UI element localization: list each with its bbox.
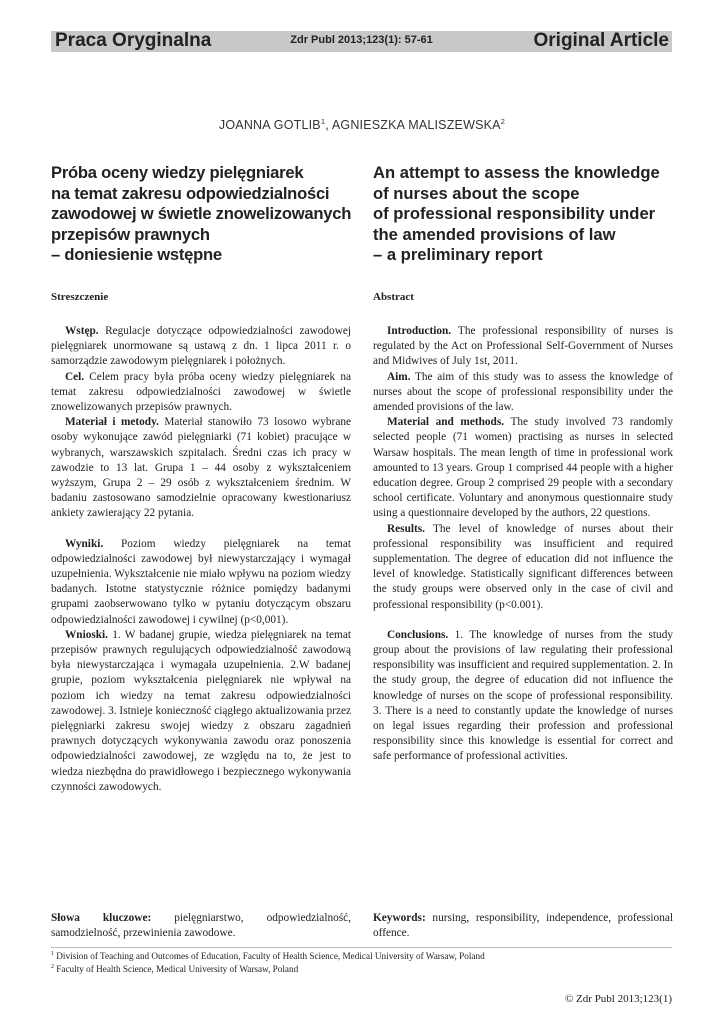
- paragraph-label: Materiał i metody.: [65, 416, 159, 429]
- paragraph-text: The level of knowledge of nurses about their professional responsibility was insufficient and required supplementation. The degree of education did not influence the level of knowledge. Statistically significant differences between the study groups were observed only in the case of civil and professional responsibility (p<0.001).: [373, 522, 673, 611]
- footnote-text: Division of Teaching and Outcomes of Education, Faculty of Health Science, Medical University of Warsaw, Poland: [54, 951, 485, 962]
- title-line: zawodowej w świetle znowelizowanych: [51, 204, 352, 223]
- abstract-heading-en: Abstract: [373, 291, 414, 303]
- abstract-paragraph-aim: [373, 370, 673, 416]
- copyright-notice: © Zdr Publ 2013;123(1): [564, 993, 672, 1005]
- author-list: [0, 117, 724, 132]
- author-name: JOANNA GOTLIB: [218, 118, 321, 133]
- paragraph-label: Results.: [387, 522, 425, 535]
- title-line: Próba oceny wiedzy pielęgniarek: [51, 163, 304, 182]
- header-section-label-en: Original Article: [533, 30, 669, 51]
- article-title-en: [373, 163, 677, 266]
- paragraph-text: The aim of this study was to assess the knowledge of nurses about the scope of professional responsibility under the amended provisions of the law.: [373, 370, 673, 414]
- title-line: – doniesienie wstępne: [51, 245, 222, 264]
- abstract-heading-pl: Streszczenie: [51, 291, 109, 303]
- paragraph-text: 1. W badanej grupie, wiedza pielęgniarek na temat przepisów prawnych regulujących odpowiedzialność zawodową była niewystarczająca i wymagała uzupełnienia. 2.W badanej grupie, poziom wykształcenia pielęgniarek nie wpływał na poziom ich wiedzy na temat zakresu odpowiedzialności zawodowej. 3. Istnieje konieczność ciągłego aktualizowania przez pielęgniarki zakresu swojej wiedzy z obszaru zagadnień prawnych dotyczących wykonywania zawodu oraz ponoszenia odpowiedzialności zawodowej, ze względu na to, że jest to wiedza niezbędna do prawidłowego i bezpiecznego wykonywania czynności zawodowych.: [51, 628, 351, 793]
- author-affiliation-mark: 1: [320, 117, 326, 126]
- abstract-paragraph-conclusions: [51, 628, 351, 795]
- title-line: the amended provisions of law: [373, 224, 616, 244]
- abstract-paragraph-conclusions: [373, 628, 673, 765]
- footnote-divider: [51, 947, 672, 948]
- keywords-en: [373, 911, 673, 942]
- footnote-affiliation-1: [51, 951, 485, 961]
- paragraph-text: The professional responsibility of nurses is regulated by the Act on Professional Self-Government of Nurses and Midwives of July 1st, 2011.: [373, 325, 673, 368]
- abstract-paragraph-aim: [51, 370, 351, 416]
- paragraph-label: Cel.: [65, 370, 85, 383]
- footnote-affiliation-2: [51, 964, 298, 974]
- header-section-label-pl: Praca Oryginalna: [55, 30, 212, 51]
- footnote-number: 1: [51, 951, 54, 957]
- abstract-paragraph-methods: [51, 415, 351, 521]
- author-name: AGNIESZKA MALISZEWSKA: [331, 118, 501, 133]
- abstract-body-en: [373, 324, 673, 765]
- paragraph-label: Wyniki.: [65, 537, 104, 550]
- title-line: of nurses about the scope: [373, 183, 580, 203]
- keywords-text: pielęgniarstwo, odpowiedzialność, samodzielność, przewinienia zawodowe.: [51, 912, 351, 940]
- paragraph-label: Aim.: [387, 370, 411, 383]
- title-line: of professional responsibility under: [373, 204, 656, 223]
- paragraph-text: 1. The knowledge of nurses from the study group about the provisions of law regulating their professional responsibility was insufficient and required supplementation. 2. In the study group, the degree of education did not influence the knowledge of nurses on the scope of professional responsibility. 3. There is a need to constantly update the knowledge of nurses on legal issues regarding their profession and professional responsibility since this knowledge is essential for correct and safe performance of professional activities.: [373, 628, 673, 763]
- title-line: – a preliminary report: [373, 245, 543, 264]
- paragraph-label: Conclusions.: [387, 628, 449, 641]
- abstract-paragraph-intro: [373, 324, 673, 370]
- footnote-number: 2: [51, 964, 54, 970]
- header-citation: Zdr Publ 2013;123(1): 57-61: [290, 34, 433, 46]
- abstract-paragraph-methods: [373, 415, 673, 521]
- keywords-label: Keywords:: [373, 912, 426, 924]
- abstract-paragraph-intro: [51, 324, 351, 370]
- title-line: na temat zakresu odpowiedzialności: [51, 183, 330, 203]
- title-line: An attempt to assess the knowledge: [373, 163, 660, 182]
- abstract-paragraph-results: [373, 522, 673, 613]
- paragraph-text: Regulacje dotyczące odpowiedzialności zawodowej pielęgniarek unormowane są ustawą z dn. 1 lipca 2011 r. o samorządzie zawodowym pielęgniarek i położnych.: [51, 325, 351, 368]
- abstract-body-pl: [51, 324, 351, 795]
- paragraph-text: The study involved 73 randomly selected people (71 women) practising as nurses in selected Warsaw hospitals. The mean length of time in professional work amounted to 13 years. Group 1 comprised 44 people with a higher education degree. Group 2 comprised 29 people with a secondary school certificate. Voluntary and anonymous questionnaire study using a questionnaire developed by the authors, 22 questions.: [373, 416, 673, 520]
- keywords-label: Słowa kluczowe:: [51, 912, 152, 924]
- paragraph-text: Materiał stanowiło 73 losowo wybrane osoby wykonujące zawód pielęgniarki (71 kobiet) pracujące w wybranych, warszawskich szpitalach. Średni czas ich pracy w zawodzie to 13 lat. Grupa 1 – 44 osoby z wykształceniem wyższym, Grupa 2 – 29 osób z wykształceniem średnim. W badaniu zastosowano samodzielnie opracowany kwestionariusz ankiety zawierający 22 pytania.: [51, 416, 351, 520]
- journal-header-band: [51, 31, 672, 52]
- paragraph-label: Wstęp.: [65, 325, 99, 337]
- paragraph-label: Material and methods.: [387, 416, 505, 429]
- paragraph-label: Wnioski.: [65, 628, 109, 641]
- paragraph-text: Celem pracy była próba oceny wiedzy pielęgniarek na temat zakresu odpowiedzialności zawodowej w świetle znowelizowanych przepisów prawnych.: [51, 370, 351, 414]
- author-separator: ,: [325, 118, 332, 133]
- keywords-text: nursing, responsibility, independence, professional offence.: [373, 912, 673, 940]
- paragraph-label: Introduction.: [387, 325, 452, 337]
- title-line: przepisów prawnych: [51, 224, 210, 244]
- paragraph-text: Poziom wiedzy pielęgniarek na temat odpowiedzialności zawodowej był niewystarczający i wymagał uzupełnienia. Wykształcenie nie miało wpływu na poziom wiedzy badanych. Istotne statystycznie różnice pomiędzy badanymi grupami zaobserwowano tylko w pytaniu dotyczącym obszaru odpowiedzialności zawodowej i cywilnej (p<0,001).: [51, 537, 351, 626]
- keywords-pl: [51, 911, 351, 942]
- abstract-paragraph-results: [51, 537, 351, 628]
- author-affiliation-mark: 2: [500, 117, 506, 126]
- article-title-pl: [51, 163, 355, 266]
- footnote-text: Faculty of Health Science, Medical University of Warsaw, Poland: [54, 964, 299, 975]
